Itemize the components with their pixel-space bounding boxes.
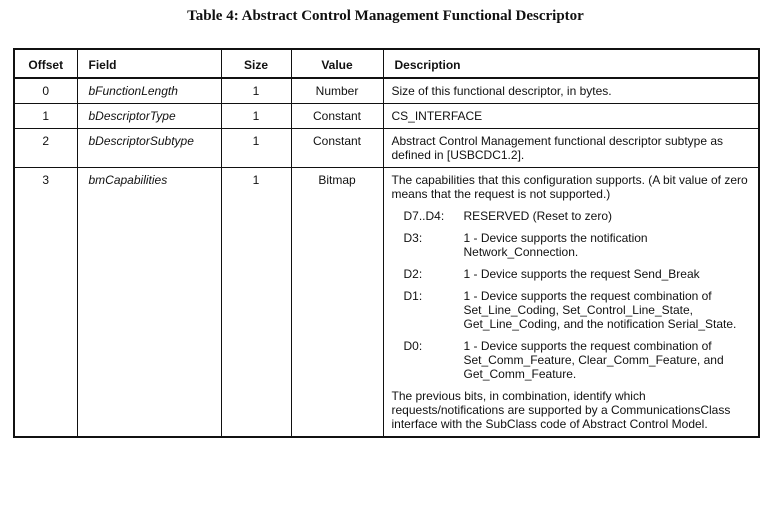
cell-offset: 1 <box>14 104 77 129</box>
cell-offset: 2 <box>14 129 77 168</box>
bit-item <box>404 289 753 331</box>
bit-text: 1 - Device supports the request combination of Set_Comm_Feature, Clear_Comm_Feature, and Get_Comm_Feature. <box>463 339 724 381</box>
cell-offset: 3 <box>14 168 77 438</box>
cell-size: 1 <box>221 78 291 104</box>
table-row <box>14 168 759 438</box>
capabilities-intro: The capabilities that this configuration supports. (A bit value of zero means that the request is not supported.) <box>391 173 748 201</box>
bit-code: D0: <box>403 339 423 353</box>
header-description: Description <box>383 49 759 78</box>
cell-value: Constant <box>291 104 383 129</box>
cell-field: bFunctionLength <box>77 78 221 104</box>
cell-value: Constant <box>291 129 383 168</box>
bit-text: RESERVED (Reset to zero) <box>463 209 612 223</box>
cell-field: bDescriptorSubtype <box>77 129 221 168</box>
header-row <box>14 49 759 78</box>
bit-code: D1: <box>403 289 423 303</box>
table-row <box>14 104 759 129</box>
cell-size: 1 <box>221 168 291 438</box>
cell-field: bmCapabilities <box>77 168 221 438</box>
cell-description: Size of this functional descriptor, in bytes. <box>383 78 759 104</box>
cell-size: 1 <box>221 129 291 168</box>
cell-description: Abstract Control Management functional descriptor subtype as defined in [USBCDC1.2]. <box>383 129 759 168</box>
bit-text: 1 - Device supports the request combination of Set_Line_Coding, Set_Control_Line_State, Get_Line_Coding, and the notification Serial_State. <box>463 289 737 331</box>
cell-field: bDescriptorType <box>77 104 221 129</box>
bit-item <box>404 231 753 259</box>
bit-item <box>404 339 753 381</box>
capabilities-summary: The previous bits, in combination, identify which requests/notifications are supported by a CommunicationsClass interface with the SubClass code of Abstract Control Model. <box>391 389 731 431</box>
header-value: Value <box>291 49 383 78</box>
bit-code: D7..D4: <box>403 209 445 223</box>
table-caption: Table 4: Abstract Control Management Functional Descriptor <box>187 8 584 24</box>
bit-item <box>404 209 753 223</box>
header-size: Size <box>221 49 291 78</box>
descriptor-table <box>13 48 760 438</box>
cell-description: CS_INTERFACE <box>383 104 759 129</box>
bit-code: D2: <box>403 267 423 281</box>
bit-item <box>404 267 753 281</box>
header-offset: Offset <box>14 49 77 78</box>
bit-text: 1 - Device supports the notification Network_Connection. <box>463 231 648 259</box>
bit-text: 1 - Device supports the request Send_Break <box>463 267 700 281</box>
bit-code: D3: <box>403 231 423 245</box>
cell-value: Number <box>291 78 383 104</box>
header-field: Field <box>77 49 221 78</box>
cell-description <box>383 168 759 438</box>
cell-size: 1 <box>221 104 291 129</box>
bit-list <box>404 209 753 381</box>
table-row <box>14 78 759 104</box>
cell-value: Bitmap <box>291 168 383 438</box>
table-row <box>14 129 759 168</box>
cell-offset: 0 <box>14 78 77 104</box>
